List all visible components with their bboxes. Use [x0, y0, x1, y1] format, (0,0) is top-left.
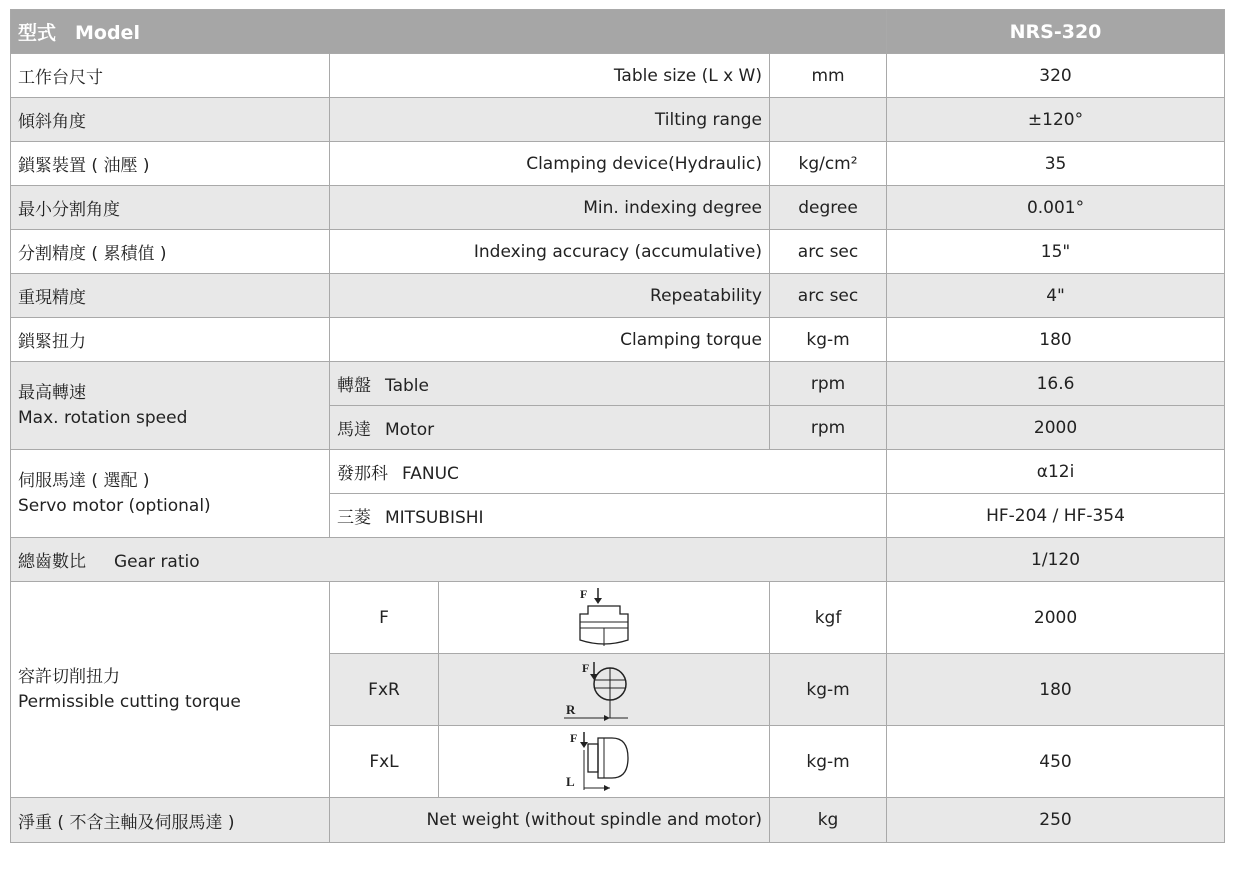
label-en: Max. rotation speed: [18, 407, 188, 428]
label-en: Indexing accuracy (accumulative): [330, 230, 770, 274]
row-clamp-torque: [11, 318, 1225, 362]
model-value: NRS-320: [887, 10, 1225, 54]
row-table-size: [11, 54, 1225, 98]
unit: kg-m: [770, 318, 887, 362]
sub-label-en: MITSUBISHI: [385, 508, 484, 528]
unit: arc sec: [770, 274, 887, 318]
header-row: [11, 10, 1225, 54]
value: 16.6: [887, 362, 1225, 406]
sub-label-zh: 發那科: [337, 464, 388, 484]
cutting-label: [11, 582, 330, 798]
row-max-speed-table: [11, 362, 1225, 406]
max-speed-label: [11, 362, 330, 450]
sub-label-zh: 馬達: [337, 420, 371, 440]
value: 15": [887, 230, 1225, 274]
diagram-fxr: [439, 654, 770, 726]
value: 2000: [887, 582, 1225, 654]
value: 320: [887, 54, 1225, 98]
row-min-index: [11, 186, 1225, 230]
sub-label-zh: 三菱: [337, 508, 371, 528]
value: 35: [887, 142, 1225, 186]
label-zh: 分割精度 ( 累積值 ): [11, 230, 330, 274]
load-label: FxL: [330, 726, 439, 798]
value: 2000: [887, 406, 1225, 450]
label-zh: 傾斜角度: [11, 98, 330, 142]
row-clamp-device: [11, 142, 1225, 186]
label-zh: 最高轉速: [18, 382, 86, 403]
unit: kg-m: [770, 654, 887, 726]
unit: kg-m: [770, 726, 887, 798]
force-label: F: [580, 586, 588, 601]
sub-label-en: Motor: [385, 420, 435, 440]
row-repeatability: [11, 274, 1225, 318]
label-en: Net weight (without spindle and motor): [330, 798, 770, 843]
unit: rpm: [770, 362, 887, 406]
sub-label: [330, 406, 770, 450]
row-cutting-f: [11, 582, 1225, 654]
unit: arc sec: [770, 230, 887, 274]
label-zh: 淨重 ( 不含主軸及伺服馬達 ): [11, 798, 330, 843]
row-gear-ratio: [11, 538, 1225, 582]
unit: degree: [770, 186, 887, 230]
label-zh: 伺服馬達 ( 選配 ): [18, 470, 150, 491]
model-label: 型式 Model: [11, 10, 887, 54]
label-zh: 鎖緊裝置 ( 油壓 ): [11, 142, 330, 186]
label-zh: 總齒數比: [18, 552, 86, 572]
label-en: Clamping device(Hydraulic): [330, 142, 770, 186]
value: α12i: [887, 450, 1225, 494]
unit: kg/cm²: [770, 142, 887, 186]
label-en: Permissible cutting torque: [18, 691, 241, 712]
sub-label-en: Table: [385, 376, 429, 396]
force-label: F: [582, 660, 590, 675]
label-zh: 工作台尺寸: [11, 54, 330, 98]
value: 180: [887, 318, 1225, 362]
row-net-weight: [11, 798, 1225, 843]
value: 180: [887, 654, 1225, 726]
value: 1/120: [887, 538, 1225, 582]
value: HF-204 / HF-354: [887, 494, 1225, 538]
unit: [770, 98, 887, 142]
row-tilting: [11, 98, 1225, 142]
label-en: Tilting range: [330, 98, 770, 142]
label-en: Min. indexing degree: [330, 186, 770, 230]
unit: rpm: [770, 406, 887, 450]
sub-label: [330, 362, 770, 406]
label-en: Repeatability: [330, 274, 770, 318]
label-zh: 鎖緊扭力: [11, 318, 330, 362]
radial-torque-diagram-icon: [564, 658, 644, 722]
axial-torque-diagram-icon: [564, 730, 644, 794]
value: 4": [887, 274, 1225, 318]
label-zh: 重現精度: [11, 274, 330, 318]
servo-label: [11, 450, 330, 538]
label-en: Gear ratio: [114, 552, 200, 572]
force-label: F: [570, 730, 578, 745]
axial-load-diagram-icon: [564, 586, 644, 650]
label-en: Table size (L x W): [330, 54, 770, 98]
value: 0.001°: [887, 186, 1225, 230]
unit: kg: [770, 798, 887, 843]
label-en: Clamping torque: [330, 318, 770, 362]
load-label: F: [330, 582, 439, 654]
unit: mm: [770, 54, 887, 98]
radius-label: R: [566, 701, 576, 717]
label-en: Servo motor (optional): [18, 495, 211, 516]
load-label: FxR: [330, 654, 439, 726]
label-zh: 最小分割角度: [11, 186, 330, 230]
value: 250: [887, 798, 1225, 843]
spec-table: [10, 9, 1225, 843]
value: 450: [887, 726, 1225, 798]
label-zh: 容許切削扭力: [18, 666, 120, 687]
sub-label: [330, 494, 887, 538]
diagram-f: [439, 582, 770, 654]
sub-label: [330, 450, 887, 494]
row-index-accuracy: [11, 230, 1225, 274]
unit: kgf: [770, 582, 887, 654]
sub-label-en: FANUC: [402, 464, 459, 484]
sub-label-zh: 轉盤: [337, 376, 371, 396]
gear-label: [11, 538, 887, 582]
length-label: L: [566, 773, 575, 789]
diagram-fxl: [439, 726, 770, 798]
row-servo-fanuc: [11, 450, 1225, 494]
value: ±120°: [887, 98, 1225, 142]
